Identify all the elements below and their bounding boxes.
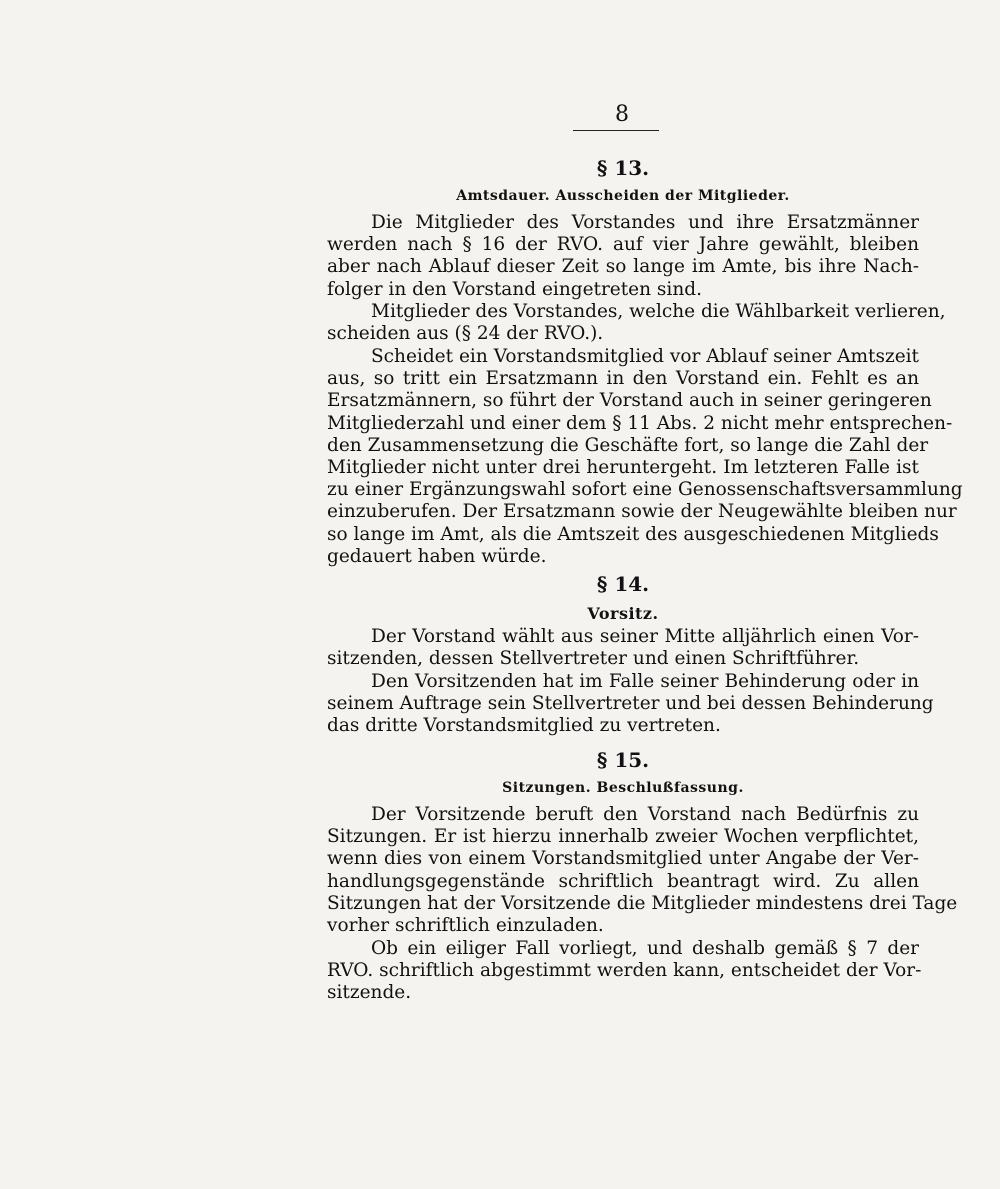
text-line: das dritte Vorstandsmitglied zu vertreten. [327,715,721,737]
section-14-paragraph-2 [327,671,934,738]
text-line: Mitglieder des Vorstandes, welche die Wählbarkeit verlieren, [371,301,946,322]
text-line: Der Vorsitzende beruft den Vorstand nach Bedürfnis zu [371,804,919,825]
text-line: Die Mitglieder des Vorstandes und ihre Ersatzmänner [371,212,919,233]
bleed-through-left [30,100,180,1150]
text-line: vorher schriftlich einzuladen. [327,915,604,937]
text-line: den Zusammensetzung die Geschäfte fort, so lange die Zahl der [327,434,929,456]
page-number-rule [573,130,659,131]
text-line: werden nach § 16 der RVO. auf vier Jahre gewählt, bleiben [327,234,919,256]
text-line: einzuberufen. Der Ersatzmann sowie der Neugewählte bleiben nur [327,501,957,523]
text-line: folger in den Vorstand eingetreten sind. [327,278,702,300]
section-13-number: § 13. [596,156,650,180]
text-line: sitzende. [327,982,412,1004]
section-13-paragraph-1 [327,212,919,301]
text-line: seinem Auftrage sein Stellvertreter und bei dessen Behinderung [327,693,934,715]
text-line: Sitzungen hat der Vorsitzende die Mitglieder mindestens drei Tage [327,892,958,914]
section-13-title: Amtsdauer. Ausscheiden der Mitglieder. [456,188,790,204]
section-15-title: Sitzungen. Beschlußfassung. [502,780,744,796]
text-line: Ersatzmännern, so führt der Vorstand auch in seiner geringeren [327,390,932,412]
text-line: Mitglieder nicht unter drei heruntergeht. Im letzteren Falle ist [327,457,919,479]
text-line: wenn dies von einem Vorstandsmitglied unter Angabe der Ver- [327,848,919,870]
text-line: aber nach Ablauf dieser Zeit so lange im Amte, bis ihre Nach- [327,256,919,278]
section-15-paragraph-1 [327,804,958,937]
section-15-number: § 15. [596,748,650,772]
section-14-number: § 14. [596,572,650,596]
text-line: gedauert haben würde. [327,545,547,567]
text-line: Sitzungen. Er ist hierzu innerhalb zweier Wochen verpflichtet, [327,826,919,848]
page-number: 8 [615,102,629,127]
text-line: Den Vorsitzenden hat im Falle seiner Behinderung oder in [371,671,919,692]
section-14-paragraph-1 [327,626,919,670]
text-line: handlungsgegenstände schriftlich beantragt wird. Zu allen [327,870,919,892]
section-14-title: Vorsitz. [587,604,659,623]
text-line: so lange im Amt, als die Amtszeit des ausgeschiedenen Mitglieds [327,523,939,545]
section-13-paragraph-3 [327,346,963,568]
text-line: scheiden aus (§ 24 der RVO.). [327,323,604,345]
text-line: Ob ein eiliger Fall vorliegt, und deshalb gemäß § 7 der [371,938,919,959]
section-13-paragraph-2 [327,301,946,345]
section-15-paragraph-2 [327,938,922,1005]
text-line: RVO. schriftlich abgestimmt werden kann, entscheidet der Vor- [327,960,922,982]
text-line: Scheidet ein Vorstandsmitglied vor Ablauf seiner Amtszeit [371,346,919,367]
text-line: zu einer Ergänzungswahl sofort eine Genossenschaftsversammlung [327,479,963,501]
text-line: Mitgliederzahl und einer dem § 11 Abs. 2 nicht mehr entsprechen- [327,412,953,434]
text-line: aus, so tritt ein Ersatzmann in den Vorstand ein. Fehlt es an [327,368,919,390]
text-line: Der Vorstand wählt aus seiner Mitte alljährlich einen Vor- [371,626,919,647]
text-line: sitzenden, dessen Stellvertreter und einen Schriftführer. [327,648,860,670]
